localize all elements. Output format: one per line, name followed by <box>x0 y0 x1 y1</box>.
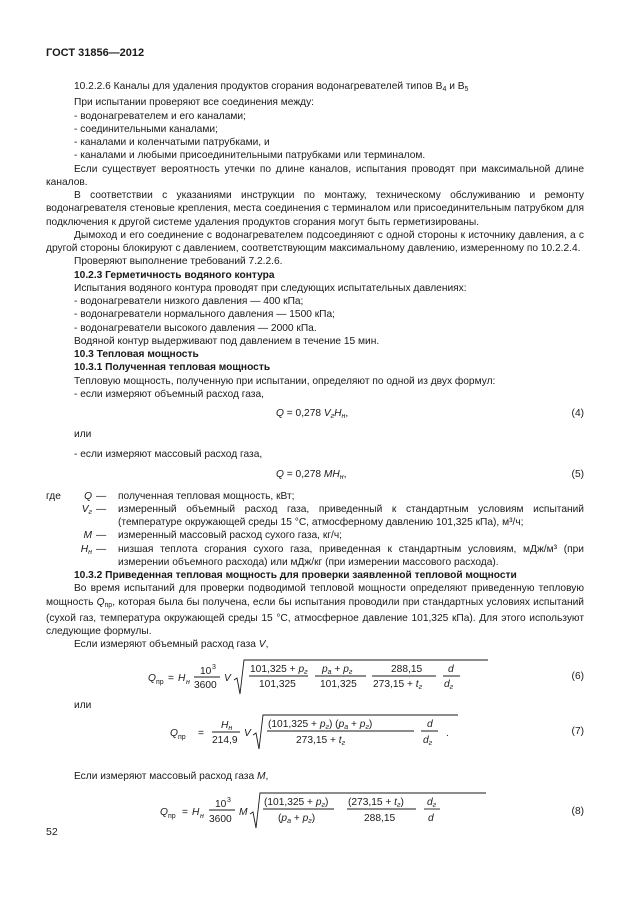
equation-4 <box>46 407 584 423</box>
definition-dash: — <box>96 503 107 515</box>
paragraph <box>46 582 584 638</box>
math-symbol: Q <box>96 596 105 608</box>
subscript: г <box>88 508 92 516</box>
paragraph <box>46 638 584 651</box>
definitions-table <box>46 490 584 570</box>
subscript: 5 <box>464 86 469 93</box>
definition-symbol <box>70 543 96 570</box>
definition-text: полученная тепловая мощность, кВт; <box>118 490 295 502</box>
equation-8-formula <box>146 789 496 831</box>
math-symbol: M <box>83 530 92 542</box>
math-text: (101,325 + pг) <box>264 797 329 809</box>
list-item: - водонагревателем и его каналами; <box>74 110 246 122</box>
paragraph: - если измеряют массовый расход газа, <box>74 449 263 461</box>
math-text: (pa + pг) <box>278 813 316 825</box>
math-number: 214,9 <box>212 734 238 746</box>
paragraph-text: Во время испытаний для проверки подводимой тепловой мощности определяют приведенную тепловую мощность <box>46 583 584 608</box>
paragraph: Водяной контур выдерживают под давлением в течение 15 мин. <box>74 335 380 347</box>
clause-text: 10.2.2.6 Каналы для удаления продуктов сгорания водонагревателей типов B <box>74 81 443 92</box>
math-symbol: V <box>244 727 251 739</box>
page-number: 52 <box>46 826 58 838</box>
paragraph: Испытания водяного контура проводят при следующих испытательных давлениях: <box>74 282 467 294</box>
definition-text: низшая теплота сгорания сухого газа, приведенная к стандартным условиям, мДж/м³ (при измерении объемного расхода) или мДж/кг (при измерении массового расхода). <box>118 543 584 568</box>
equation-number: (8) <box>571 806 584 817</box>
math-symbol: Q <box>84 490 92 502</box>
math-text: = 0,278 <box>283 468 324 480</box>
math-text: . <box>446 727 449 739</box>
subscript: н <box>341 413 346 420</box>
equation-7 <box>46 712 584 752</box>
math-symbol: d <box>427 718 433 730</box>
equation-number: (4) <box>571 408 584 419</box>
math-number: 10 <box>200 665 212 677</box>
math-text: 273,15 + tг <box>296 734 346 747</box>
math-symbol: Q <box>276 408 284 419</box>
list-item: - каналами и коленчатыми патрубками, и <box>74 137 270 148</box>
paragraph-text: , <box>265 770 269 782</box>
paragraph: Проверяют выполнение требований 7.2.2.6. <box>74 256 283 268</box>
subscript: н <box>88 548 92 556</box>
math-text: (273,15 + tг) <box>348 797 404 809</box>
paragraph: или <box>74 429 92 440</box>
math-number: 3600 <box>194 679 217 691</box>
math-number: 101,325 <box>259 678 296 690</box>
superscript: 3 <box>212 663 216 671</box>
math-text: , <box>345 408 349 419</box>
subscript: 4 <box>442 86 447 93</box>
math-text: 273,15 + tг <box>373 678 423 691</box>
math-number: 3600 <box>209 814 232 825</box>
definition-text: измеренный массовый расход сухого газа, кг/ч; <box>118 530 342 542</box>
definition-symbol <box>70 529 96 542</box>
section-heading: 10.3 Тепловая мощность <box>74 349 199 360</box>
list-item: - водонагреватели низкого давления — 400 кПа; <box>74 296 304 307</box>
equation-6 <box>46 656 584 698</box>
definition-dash: — <box>96 530 107 542</box>
definition-symbol <box>70 490 96 503</box>
paragraph: При испытании проверяют все соединения между: <box>74 97 315 109</box>
subsection-heading: 10.3.1 Полученная тепловая мощность <box>74 362 271 374</box>
math-symbol: H <box>192 807 200 818</box>
paragraph: Если существует вероятность утечки по длине каналов, испытания проводят при максимальной длине каналов. <box>46 163 584 188</box>
math-operator: = <box>168 672 174 684</box>
math-symbol: Q <box>170 727 178 739</box>
math-text: , <box>343 468 347 480</box>
document-header: ГОСТ 31856—2012 <box>46 47 145 59</box>
math-symbol: V <box>323 408 331 419</box>
equation-5 <box>46 468 584 484</box>
list-item: - соединительными каналами; <box>74 123 218 135</box>
math-symbol: Q <box>160 807 168 818</box>
math-text: dг <box>444 678 454 691</box>
subscript: пр <box>168 813 176 820</box>
equation-4-body <box>276 407 348 423</box>
equation-number: (7) <box>571 725 584 737</box>
math-symbol: H <box>334 408 342 419</box>
subscript: г <box>330 413 335 420</box>
paragraph: или <box>74 699 92 711</box>
paragraph: - если измеряют объемный расход газа, <box>74 388 264 400</box>
math-symbol: H <box>178 672 186 684</box>
equation-number: (6) <box>571 670 584 682</box>
definition-dash: — <box>96 490 107 502</box>
paragraph: Тепловую мощность, полученную при испытании, определяют по одной из двух формул: <box>74 375 496 387</box>
definition-row <box>46 503 584 530</box>
math-number: 101,325 <box>320 678 357 690</box>
math-number: 288,15 <box>391 663 423 675</box>
math-text: (101,325 + pг) (pa + pг) <box>268 718 373 731</box>
definition-text: измеренный объемный расход газа, приведенный к стандартным условиям испытаний (температуре окружающей среды 15 °C, атмосферному давлению 101,325 кПа), м³/ч; <box>118 503 584 528</box>
math-number: 288,15 <box>364 813 396 824</box>
list-item: - каналами и любыми присоединительными патрубками или терминалом. <box>74 150 426 162</box>
math-text: Hн <box>221 719 233 732</box>
subscript: н <box>339 473 344 481</box>
math-symbol: H <box>80 543 89 555</box>
subscript: н <box>200 813 204 820</box>
subscript: пр <box>104 601 113 609</box>
paragraph-text: , которая была бы получена, если бы испытания проводили при стандартных условиях испытаний (сухой газ, температура окружающей среды 15 °C, атмосферное давление 101,325 кПа). Для этого используют следующие формулы. <box>46 596 584 637</box>
math-symbol: M <box>256 770 266 782</box>
paragraph <box>46 770 584 783</box>
paragraph-text: Если измеряют объемный расход газа <box>74 639 259 651</box>
section-heading: 10.2.3 Герметичность водяного контура <box>74 269 275 281</box>
math-text: = 0,278 <box>283 408 324 419</box>
definition-dash: — <box>96 543 107 555</box>
math-text: dг <box>423 734 433 747</box>
subscript: н <box>186 678 190 686</box>
math-symbol: V <box>258 639 266 651</box>
superscript: 3 <box>227 797 231 804</box>
subsection-heading: 10.3.2 Приведенная тепловая мощность для проверки заявленной тепловой мощности <box>74 570 517 581</box>
math-text: 101,325 + pг <box>250 663 308 676</box>
math-text: pa + pг <box>322 663 353 676</box>
math-symbol: d <box>448 663 454 675</box>
equation-5-body <box>276 468 346 484</box>
paragraph: В соответствии с указаниями инструкции по монтажу, техническому обслуживанию и ремонту водонагревателя стеновые крепления, места соединения с терминалом или присоединительным патрубком для подключения к другой системе удаления продуктов сгорания могут быть герметизированы. <box>46 190 584 228</box>
equation-8 <box>46 789 584 831</box>
list-item: - водонагреватели высокого давления — 2000 кПа. <box>74 322 317 334</box>
definition-row <box>46 490 584 503</box>
math-number: 10 <box>215 799 227 810</box>
clause-text: и B <box>446 81 465 92</box>
paragraph-text: , <box>265 639 269 651</box>
definition-symbol <box>70 503 96 530</box>
paragraph-text: Если измеряют массовый расход газа <box>74 770 257 782</box>
math-symbol: V <box>224 672 231 684</box>
paragraph: Дымоход и его соединение с водонагревателем подсоединяют с одной стороны к источнику давления, а с другой стороны блокируют с давлением, соответствующим максимальному давлению, измеренному по 10.2.2.4. <box>46 229 584 254</box>
math-symbol: M <box>239 807 248 818</box>
where-label: где <box>46 490 61 502</box>
math-symbol: MH <box>323 468 340 480</box>
equation-7-formula <box>168 712 468 752</box>
subscript: пр <box>156 678 164 686</box>
math-symbol: V <box>81 503 89 515</box>
math-symbol: Q <box>276 468 284 480</box>
equation-6-formula <box>146 656 496 698</box>
clause-10-2-2-6 <box>46 80 584 96</box>
definition-row <box>46 543 584 570</box>
definition-row <box>46 529 584 542</box>
page-content <box>46 80 584 831</box>
math-text: dг <box>427 797 437 809</box>
equation-number: (5) <box>571 468 584 480</box>
math-operator: = <box>182 807 188 818</box>
subscript: пр <box>178 733 186 741</box>
math-operator: = <box>198 727 204 739</box>
math-symbol: Q <box>148 672 156 684</box>
math-symbol: d <box>428 813 434 824</box>
list-item: - водонагреватели нормального давления — 1500 кПа; <box>74 309 336 321</box>
